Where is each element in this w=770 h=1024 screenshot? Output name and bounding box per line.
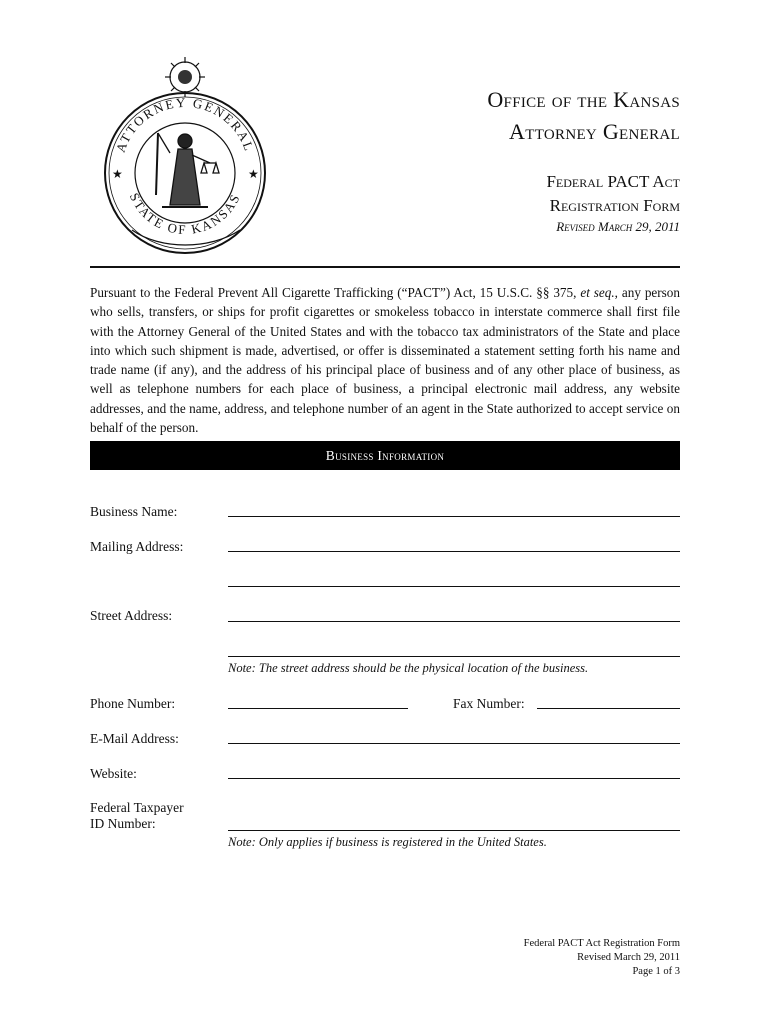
email-address-field[interactable] [228,743,680,744]
form-subtitle [546,170,680,218]
footer-page-number: Page 1 of 3 [632,966,680,977]
sunflower-icon [165,57,205,97]
federal-taxpayer-id-note: Note: Only applies if business is registered in the United States. [228,835,547,849]
intro-paragraph [90,283,680,437]
page-footer [524,937,680,979]
attorney-general-seal [100,55,270,260]
mailing-address-label: Mailing Address: [90,539,184,554]
office-title-line2: Attorney General [509,119,680,144]
street-address-label: Street Address: [90,608,173,623]
seal-text-top: ATTORNEY GENERAL [112,94,258,155]
seal-text-bottom: STATE OF KANSAS [126,190,244,238]
intro-text-italic: et seq. [580,285,615,300]
federal-taxpayer-id-label-line1: Federal Taxpayer [90,800,184,815]
lady-justice-icon [156,133,219,207]
footer-revised: Revised March 29, 2011 [577,952,680,963]
star-icon-right: ★ [248,167,259,181]
intro-text-before: Pursuant to the Federal Prevent All Cigarette Trafficking (“PACT”) Act, 15 U.S.C. §§ 375, [90,285,581,300]
phone-number-label: Phone Number: [90,696,176,711]
fax-number-field[interactable] [537,708,680,709]
form-subtitle-line1: Federal PACT Act [546,172,680,191]
intro-text-after: , any person who sells, transfers, or ships for profit cigarettes or smokeless tobacco in interstate commerce shall first file with the Attorney General of the United States and with the tobacco tax administrators of the State and place into which such shipment is made, advertised, or offer is disseminated a statement setting forth his name and trade name (if any), and the address of his principal place of business and of any other place of business, as well as telephone numbers for each place of business, a principal electronic mail address, any website addresses, and the name, address, and telephone number of an agent in the State authorized to accept service on behalf of the person. [90,285,680,436]
seal-graphic [100,55,270,260]
office-title [487,84,680,148]
footer-form-name: Federal PACT Act Registration Form [523,938,680,949]
fax-number-label: Fax Number: [453,696,525,711]
form-subtitle-line2: Registration Form [549,196,680,215]
street-address-field-1[interactable] [228,621,680,622]
email-address-label: E-Mail Address: [90,731,179,746]
header-divider [90,266,680,268]
star-icon-left: ★ [112,167,123,181]
federal-taxpayer-id-label [90,800,184,832]
website-field[interactable] [228,778,680,779]
revised-date: Revised March 29, 2011 [556,219,680,234]
mailing-address-field-2[interactable] [228,586,680,587]
office-title-line1: Office of the Kansas [487,87,680,112]
mailing-address-field-1[interactable] [228,551,680,552]
website-label: Website: [90,766,137,781]
federal-taxpayer-id-label-line2: ID Number: [90,816,156,831]
street-address-note: Note: The street address should be the physical location of the business. [228,661,589,675]
business-name-field[interactable] [228,516,680,517]
business-name-label: Business Name: [90,504,178,519]
street-address-field-2[interactable] [228,656,680,657]
federal-taxpayer-id-field[interactable] [228,830,680,831]
business-information-header: Business Information [90,441,680,470]
phone-number-field[interactable] [228,708,408,709]
